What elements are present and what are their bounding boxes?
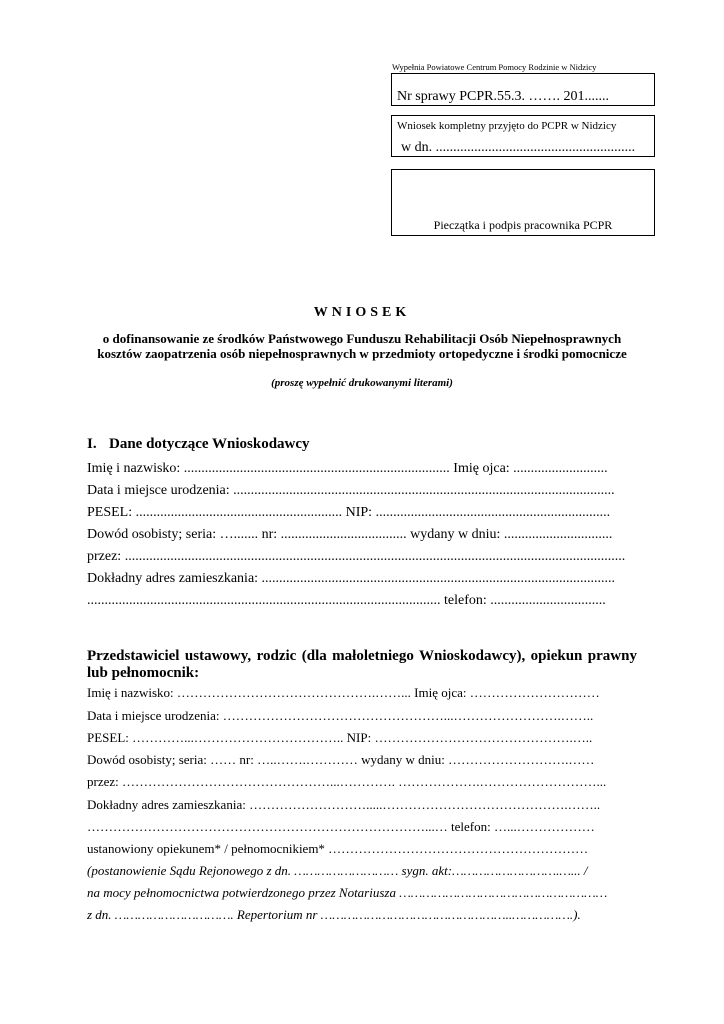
court-decision-field[interactable]: (postanowienie Sądu Rejonowego z dn. ……………………… sygn. akt:……………………….…... / — [87, 863, 588, 878]
repertorium-field[interactable]: z dn. …………………………. Repertorium nr …………………………………………..…………….). — [87, 907, 581, 922]
section-number: I. — [87, 436, 97, 452]
applicant-pesel-nip-field[interactable]: PESEL: ........................................................... NIP: ................................................................... — [87, 505, 611, 520]
representative-birth-field[interactable]: Data i miejsce urodzenia: ……………………………………………...…………………….…….. — [87, 708, 594, 723]
representative-name-field[interactable]: Imię i nazwisko: ……………………………………….……... Imię ojca: ………………………… — [87, 685, 600, 700]
case-number-box — [391, 73, 655, 106]
document-title: WNIOSEK — [313, 305, 411, 320]
section-2-heading: Przedstawiciel ustawowy, rodzic (dla małoletniego Wnioskodawcy), opiekun prawny lub pełnomocnik: — [87, 648, 637, 681]
received-date: w dn. ......................................................... — [401, 140, 636, 155]
applicant-id-card-field[interactable]: Dowód osobisty; seria: …....... nr: .................................... wydany w dniu: ............................... — [87, 527, 613, 542]
representative-role-field[interactable]: ustanowiony opiekunem* / pełnomocnikiem* …………………………………………………… — [87, 841, 589, 856]
representative-address-field[interactable]: Dokładny adres zamieszkania: ……………………….....…………………………………….…….. — [87, 797, 601, 812]
office-caption: Wypełnia Powiatowe Centrum Pomocy Rodzinie w Nidzicy — [392, 62, 597, 72]
representative-address-phone-field[interactable]: ……………………………………………………………………...… telefon: …...……………… — [87, 819, 595, 834]
stamp-caption: Pieczątka i podpis pracownika PCPR — [433, 218, 613, 232]
section-1-heading — [87, 436, 310, 453]
representative-issued-by-field[interactable]: przez: …………………………………………...…………. ……………….………………………... — [87, 774, 607, 789]
received-label: Wniosek kompletny przyjęto do PCPR w Nidzicy — [397, 120, 617, 132]
applicant-address-phone-field[interactable]: ..................................................................................................... telefon: ................................. — [87, 593, 606, 608]
applicant-name-field[interactable]: Imię i nazwisko: ............................................................................ Imię ojca: ........................... — [87, 461, 608, 476]
case-number: Nr sprawy PCPR.55.3. ……. 201....... — [397, 89, 609, 104]
fill-instruction: (proszę wypełnić drukowanymi literami) — [271, 377, 453, 389]
applicant-birth-field[interactable]: Data i miejsce urodzenia: ............................................................................................................. — [87, 483, 615, 498]
applicant-issued-by-field[interactable]: przez: ............................................................................................................................................... — [87, 549, 626, 564]
representative-pesel-nip-field[interactable]: PESEL: …………...…………………………….. NIP: ……………………………………….….. — [87, 730, 593, 745]
received-box — [391, 115, 655, 157]
notary-power-field[interactable]: na mocy pełnomocnictwa potwierdzonego przez Notariusza ……………………………………………… — [87, 885, 608, 900]
subtitle-line: kosztów zaopatrzenia osób niepełnosprawnych w przedmioty ortopedyczne i środki pomocnicze — [97, 346, 627, 361]
subtitle-line: o dofinansowanie ze środków Państwowego Funduszu Rehabilitacji Osób Niepełnosprawnych — [102, 331, 622, 346]
stamp-box — [391, 169, 655, 236]
document-subtitle — [60, 331, 664, 361]
applicant-address-field[interactable]: Dokładny adres zamieszkania: ..................................................................................................... — [87, 571, 616, 586]
section-title: Dane dotyczące Wnioskodawcy — [109, 436, 310, 452]
representative-id-card-field[interactable]: Dowód osobisty; seria: …… nr: …..…….………… wydany w dniu: ……………………….…… — [87, 752, 595, 767]
